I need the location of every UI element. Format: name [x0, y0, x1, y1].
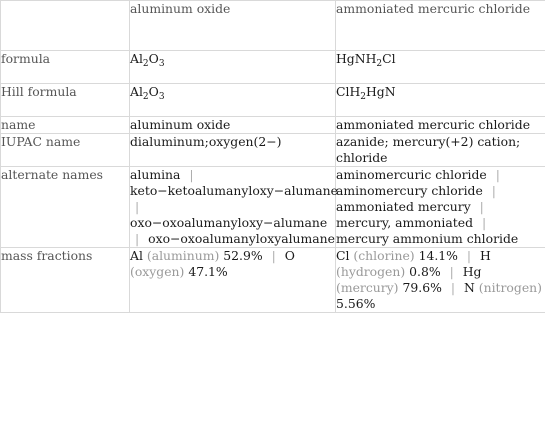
formula-subscript: 2 [142, 59, 149, 69]
element-name: (oxygen) [130, 264, 185, 279]
column-header-aluminum-oxide: aluminum oxide [130, 1, 336, 51]
formula-subscript: 2 [376, 59, 383, 69]
mass-fraction-value: 52.9% [223, 248, 263, 263]
alternate-name: oxo−oxoalumanyloxyalumane [148, 231, 335, 246]
formula-text: Al [130, 51, 143, 66]
mass-fraction-value: 79.6% [402, 280, 442, 295]
name-cell-ammoniated-mercuric-chloride: ammoniated mercuric chloride [336, 117, 545, 134]
header-row [1, 1, 545, 51]
element-symbol: H [480, 248, 491, 263]
iupac-cell-ammoniated-mercuric-chloride: azanide; mercury(+2) cation; chloride [336, 134, 545, 167]
corner-header [1, 1, 130, 51]
row-label-name: name [1, 117, 130, 134]
element-name: (mercury) [336, 280, 399, 295]
formula-text: HgNH [336, 51, 377, 66]
element-symbol: N [463, 280, 475, 295]
row-alternate-names [1, 167, 545, 248]
mass-fraction-value: 47.1% [188, 264, 228, 279]
row-label-formula: formula [1, 51, 130, 84]
element-name: (chlorine) [353, 248, 415, 263]
alternate-name: ammoniated mercury [336, 199, 471, 214]
separator: | [495, 167, 500, 182]
row-name [1, 117, 545, 134]
row-label-alternate-names: alternate names [1, 167, 130, 248]
alternate-name: keto−ketoalumanyloxy−alumane [130, 183, 338, 198]
row-mass-fractions [1, 248, 545, 313]
iupac-cell-aluminum-oxide: dialuminum;oxygen(2−) [130, 134, 336, 167]
name-cell-aluminum-oxide: aluminum oxide [130, 117, 336, 134]
formula-subscript: 3 [158, 92, 165, 102]
separator: | [450, 280, 455, 295]
row-hill-formula [1, 84, 545, 117]
separator: | [271, 248, 276, 263]
formula-cell-aluminum-oxide [130, 51, 336, 84]
formula-text: ClH [336, 84, 361, 99]
element-name: (nitrogen) [478, 280, 542, 295]
mass-fraction-value: 14.1% [418, 248, 458, 263]
formula-text: Al [130, 84, 143, 99]
row-label-hill-formula: Hill formula [1, 84, 130, 117]
separator: | [481, 215, 487, 230]
formula-subscript: 2 [142, 92, 149, 102]
alternate-name: alumina [130, 167, 181, 182]
separator: | [135, 231, 140, 246]
element-symbol: Hg [462, 264, 482, 279]
alternate-name: mercury ammonium chloride [336, 231, 519, 246]
separator: | [479, 199, 484, 214]
row-formula [1, 51, 545, 84]
mass-fraction-value: 5.56% [336, 296, 376, 311]
alternate-name: oxo−oxoalumanyloxy−alumane [130, 215, 328, 230]
formula-cell-ammoniated-mercuric-chloride [336, 51, 545, 84]
row-label-iupac-name: IUPAC name [1, 134, 130, 167]
formula-subscript: 2 [360, 92, 366, 102]
row-label-mass-fractions: mass fractions [1, 248, 130, 313]
element-name: (aluminum) [146, 248, 220, 263]
formula-text: Cl [382, 51, 396, 66]
formula-subscript: 3 [158, 59, 165, 69]
element-symbol: Cl [336, 248, 350, 263]
mass-fractions-cell-aluminum-oxide [130, 248, 336, 313]
formula-text: O [148, 84, 159, 99]
element-symbol: O [284, 248, 295, 263]
row-iupac-name [1, 134, 545, 167]
separator: | [466, 248, 472, 263]
alternate-names-cell-ammoniated-mercuric-chloride [336, 167, 545, 248]
formula-text: HgN [365, 84, 396, 99]
alternate-name: mercury, ammoniated [336, 215, 473, 230]
formula-text: O [148, 51, 159, 66]
alternate-names-cell-aluminum-oxide [130, 167, 336, 248]
separator: | [189, 167, 194, 182]
separator: | [135, 199, 140, 214]
mass-fraction-value: 0.8% [409, 264, 441, 279]
separator: | [491, 183, 496, 198]
element-name: (hydrogen) [336, 264, 406, 279]
hill-formula-cell-aluminum-oxide [130, 84, 336, 117]
column-header-ammoniated-mercuric-chloride: ammoniated mercuric chloride [336, 1, 545, 51]
element-symbol: Al [130, 248, 143, 263]
alternate-name: aminomercury chloride [336, 183, 483, 198]
hill-formula-cell-ammoniated-mercuric-chloride [336, 84, 545, 117]
mass-fractions-cell-ammoniated-mercuric-chloride [336, 248, 545, 313]
alternate-name: aminomercuric chloride [336, 167, 487, 182]
separator: | [449, 264, 454, 279]
